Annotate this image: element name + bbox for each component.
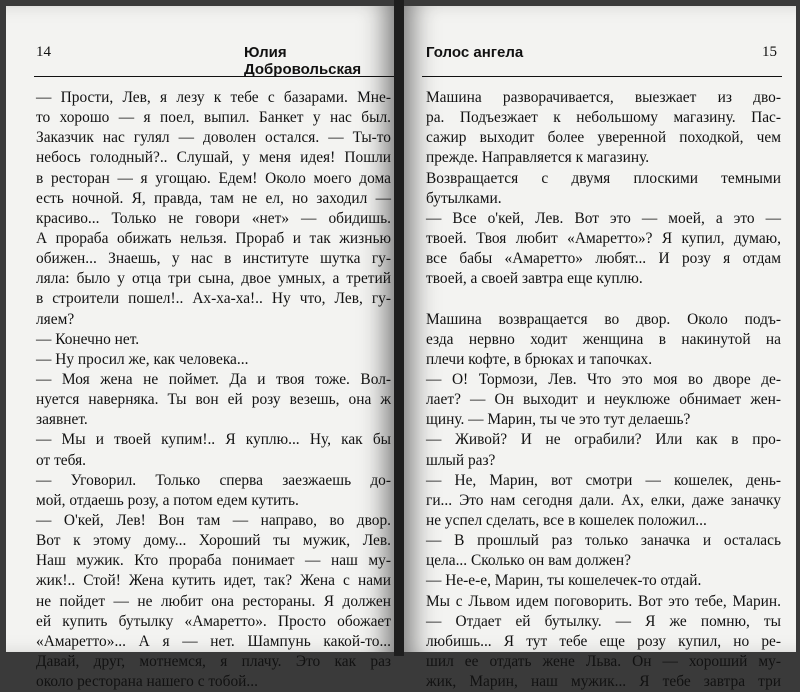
page-number: 14 [36, 44, 51, 60]
text-line: ги... Это нам сегодня дали. Ах, елки, даже заначку [426, 491, 781, 509]
text-line: — Не, Марин, вот смотри — кошелек, день- [426, 471, 781, 489]
text-line: жик, Марин, наш мужик... Я тебе завтра три [426, 673, 781, 691]
text-line: красиво... Только не говори «нет» — обидишь. [36, 209, 391, 227]
text-line: все бабы «Амаретто» любят... И розу я отдам [426, 250, 781, 268]
text-line: Возвращается с двумя плоскими темными [426, 169, 781, 187]
text-line: Мы с Львом идем поговорить. Вот это тебе, Марин. [426, 592, 781, 610]
text-line: не успел сделать, все в кошелек положил... [426, 511, 707, 529]
header-rule [34, 76, 394, 77]
text-line: Наш мужик. Кто прораба понимает — наш му- [36, 552, 391, 570]
text-line: цела... Сколько он вам должен? [426, 552, 631, 570]
text-line: Давай, друг, мотнемся, я плачу. Это как раз [36, 652, 391, 670]
text-line: около ресторана нашего с тобой... [36, 673, 258, 691]
text-line: не пойдет — не любит она рестораны. Я должен [36, 592, 391, 610]
text-line: — Уговорил. Только сперва заезжаешь до- [36, 471, 391, 489]
text-line: плечи кофте, в брюках и тапочках. [426, 350, 653, 368]
text-line: щину. — Марин, ты че это тут делаешь? [426, 411, 691, 429]
text-line: — Конечно нет. [36, 330, 140, 348]
page-number: 15 [762, 44, 777, 60]
text-line: обижен... Знаешь, у нас в институте шутка гу- [36, 250, 391, 268]
text-line: — В прошлый раз только заначка и осталась [426, 532, 781, 550]
text-line: Вот к этому дому... Хороший ты мужик, Лев. [36, 532, 391, 550]
text-line: ляем? [36, 310, 75, 328]
text-line: — Прости, Лев, я лезу к тебе с базарами. Мне- [36, 89, 391, 106]
book-gutter [394, 0, 404, 656]
text-line: в строители пошел!.. Ах-ха-ха!.. Ну что, Лев, гу- [36, 290, 391, 308]
text-line: небось голодный?.. Слушай, у меня идея! Пошли [36, 149, 391, 167]
body-text [426, 88, 781, 692]
text-line: ей купить бутылку «Амаретто». Просто обожает [36, 612, 391, 630]
text-line: — О! Тормози, Лев. Что это моя во дворе де- [426, 370, 781, 388]
text-line: то хорошо — я поел, выпил. Банкет у нас был. [36, 109, 391, 127]
left-page [6, 6, 394, 691]
text-line: — Отдает ей бутылку. — Я же помню, ты [426, 612, 781, 630]
text-line: мой, отдаешь розу, а потом едем кутить. [36, 491, 299, 509]
text-line: заявнет. [36, 411, 88, 429]
text-line: шлый раз? [426, 451, 496, 469]
text-line: Машина разворачивается, выезжает из дво- [426, 89, 781, 106]
running-header-title: Голос ангела [426, 44, 524, 61]
text-line: лает? — Он выходит и неуклюже обнимает жен- [426, 391, 781, 409]
text-line: жик!.. Стой! Жена кутить идет, так? Жена с нами [36, 572, 391, 590]
paragraph-gap [426, 289, 781, 309]
text-line: нуется наверняка. Ты вон ей розу везешь, она ж [36, 391, 391, 409]
text-line: езда нервно ходит женщина в накинутой на [426, 330, 781, 348]
running-header-author: Юлия Добровольская [244, 44, 362, 78]
text-line: — Все о'кей, Лев. Вот это — моей, а это — [426, 209, 781, 227]
text-line: — О'кей, Лев! Вон там — направо, во двор. [36, 511, 391, 529]
text-line: любишь... Я тут тебе еще розу купил, но ре- [426, 632, 781, 650]
text-line: — Живой? И не ограбили? Или как в про- [426, 431, 781, 449]
text-line: ра. Подъезжает к небольшому магазину. Пас- [426, 109, 781, 127]
text-line: ляла: было у отца три сына, двое умных, а третий [36, 270, 391, 288]
text-line: есть ночной. Я, правда, там не ел, но заходил — [36, 189, 391, 207]
body-text [36, 88, 391, 692]
text-line: — Ну просил же, как человека... [36, 350, 249, 368]
header-rule [422, 76, 782, 77]
text-line: Машина возвращается во двор. Около подъ- [426, 310, 781, 328]
text-line: шил ее отдать жене Льва. Он — хороший му- [426, 652, 781, 670]
text-line: — Не-е-е, Марин, ты кошелечек-то отдай. [426, 572, 702, 590]
text-line: в ресторан — я угощаю. Едем! Около моего дома [36, 169, 391, 187]
text-line: Заказчик нас гулял — доволен остался. — Ты-то [36, 129, 391, 147]
text-line: твоей, а своей завтра еще куплю. [426, 270, 643, 288]
text-line: бутылками. [426, 189, 502, 207]
text-line: от тебя. [36, 451, 86, 469]
text-line: — Мы и твоей купим!.. Я куплю... Ну, как бы [36, 431, 391, 449]
text-line: твоей. Твоя любит «Амаретто»? Я купил, думаю, [426, 229, 781, 247]
right-page [404, 6, 796, 691]
text-line: — Моя жена не поймет. Да и твоя тоже. Вол- [36, 370, 391, 388]
text-line: «Амаретто»... А я — нет. Шампунь какой-то... [36, 632, 391, 650]
text-line: прежде. Направляется к магазину. [426, 149, 650, 167]
text-line: А прораба обижать нельзя. Прораб и так жизнью [36, 229, 391, 247]
text-line: сажир выходит более уверенной походкой, чем [426, 129, 781, 147]
